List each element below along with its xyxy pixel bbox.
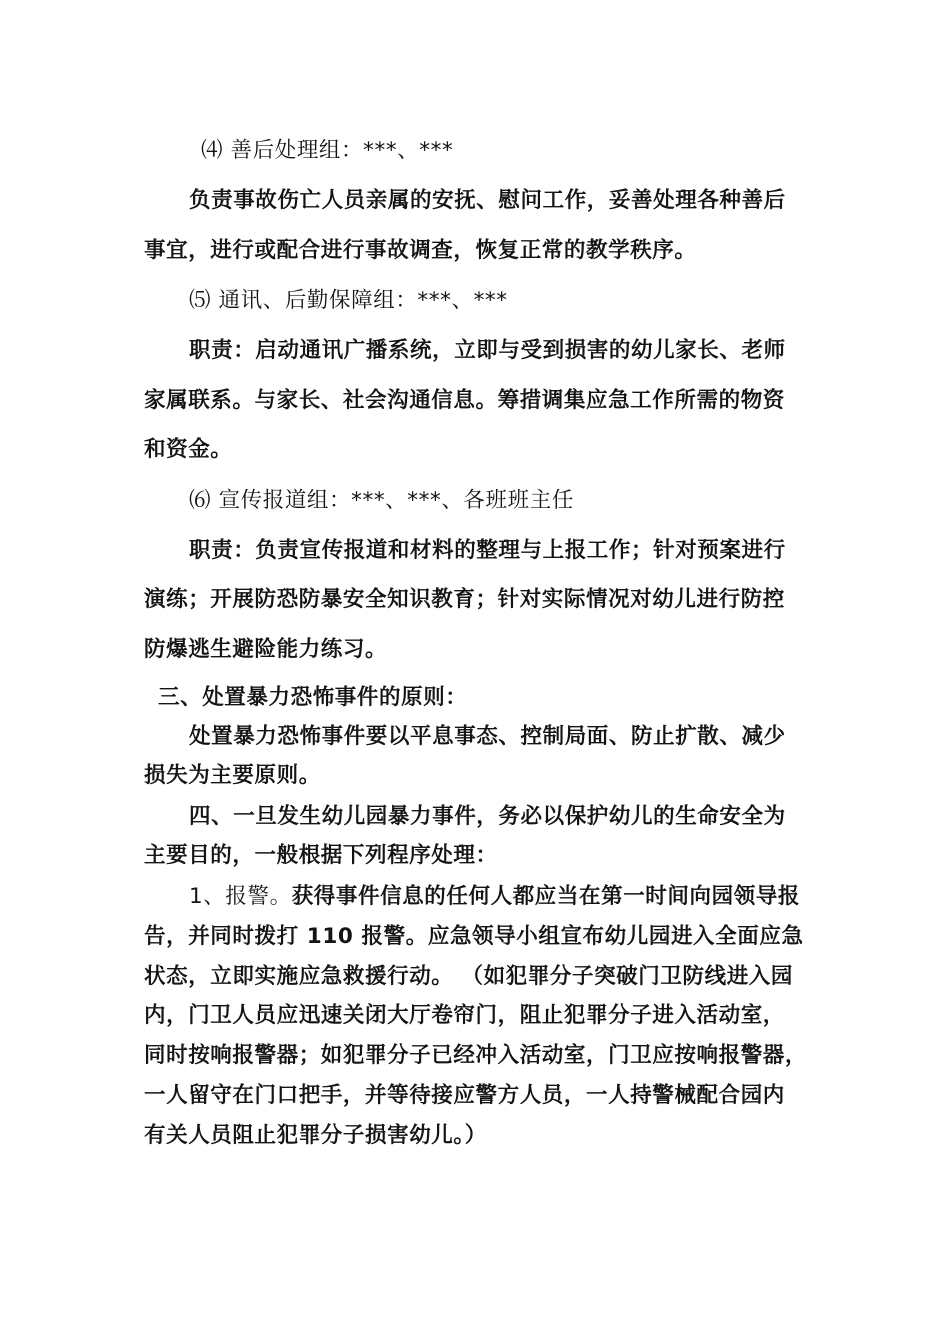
paragraph-line: 损失为主要原则。 — [144, 763, 321, 788]
paragraph-line: 演练；开展防恐防暴安全知识教育；针对实际情况对幼儿进行防控 — [144, 587, 785, 612]
paragraph-line: 状态，立即实施应急救援行动。 （如犯罪分子突破门卫防线进入园 — [144, 964, 793, 989]
paragraph-line: 主要目的，一般根据下列程序处理： — [144, 843, 498, 868]
paragraph-line-alarm — [189, 882, 869, 912]
paragraph-line: 有关人员阻止犯罪分子损害幼儿。） — [144, 1123, 487, 1148]
paragraph-line: 职责：负责宣传报道和材料的整理与上报工作；针对预案进行 — [189, 538, 786, 563]
paragraph-line: 负责事故伤亡人员亲属的安抚、慰问工作，妥善处理各种善后 — [189, 188, 786, 213]
paragraph-line: 内，门卫人员应迅速关闭大厅卷帘门，阻止犯罪分子进入活动室， — [144, 1003, 785, 1028]
paragraph-line: 同时按响报警器；如犯罪分子已经冲入活动室，门卫应按响报警器， — [144, 1043, 808, 1068]
paragraph-line: 处置暴力恐怖事件要以平息事态、控制局面、防止扩散、减少 — [189, 724, 786, 749]
paragraph-line: 家属联系。与家长、社会沟通信息。筹措调集应急工作所需的物资 — [144, 388, 785, 413]
section-heading-three: 三、处置暴力恐怖事件的原则： — [158, 685, 468, 710]
paragraph-line: 和资金。 — [144, 437, 233, 462]
alarm-step-text: 获得事件信息的任何人都应当在第一时间向园领导报 — [291, 884, 800, 909]
paragraph-line: 告，并同时拨打 110 报警。应急领导小组宣布幼儿园进入全面应急 — [144, 924, 804, 949]
subheading-publicity-group: ⑹ 宣传报道组：***、***、各班班主任 — [189, 488, 574, 513]
subheading-aftermath-group: ⑷ 善后处理组：***、*** — [201, 138, 454, 163]
paragraph-line: 职责：启动通讯广播系统，立即与受到损害的幼儿家长、老师 — [189, 338, 786, 363]
paragraph-line: 一人留守在门口把手，并等待接应警方人员，一人持警械配合园内 — [144, 1083, 785, 1108]
paragraph-line: 事宜，进行或配合进行事故调查，恢复正常的教学秩序。 — [144, 238, 697, 263]
subheading-logistics-group: ⑸ 通讯、后勤保障组：***、*** — [189, 288, 508, 313]
alarm-step-label: 1、报警。 — [189, 884, 292, 909]
paragraph-line: 防爆逃生避险能力练习。 — [144, 637, 388, 662]
section-heading-four: 四、一旦发生幼儿园暴力事件，务必以保护幼儿的生命安全为 — [189, 804, 786, 829]
